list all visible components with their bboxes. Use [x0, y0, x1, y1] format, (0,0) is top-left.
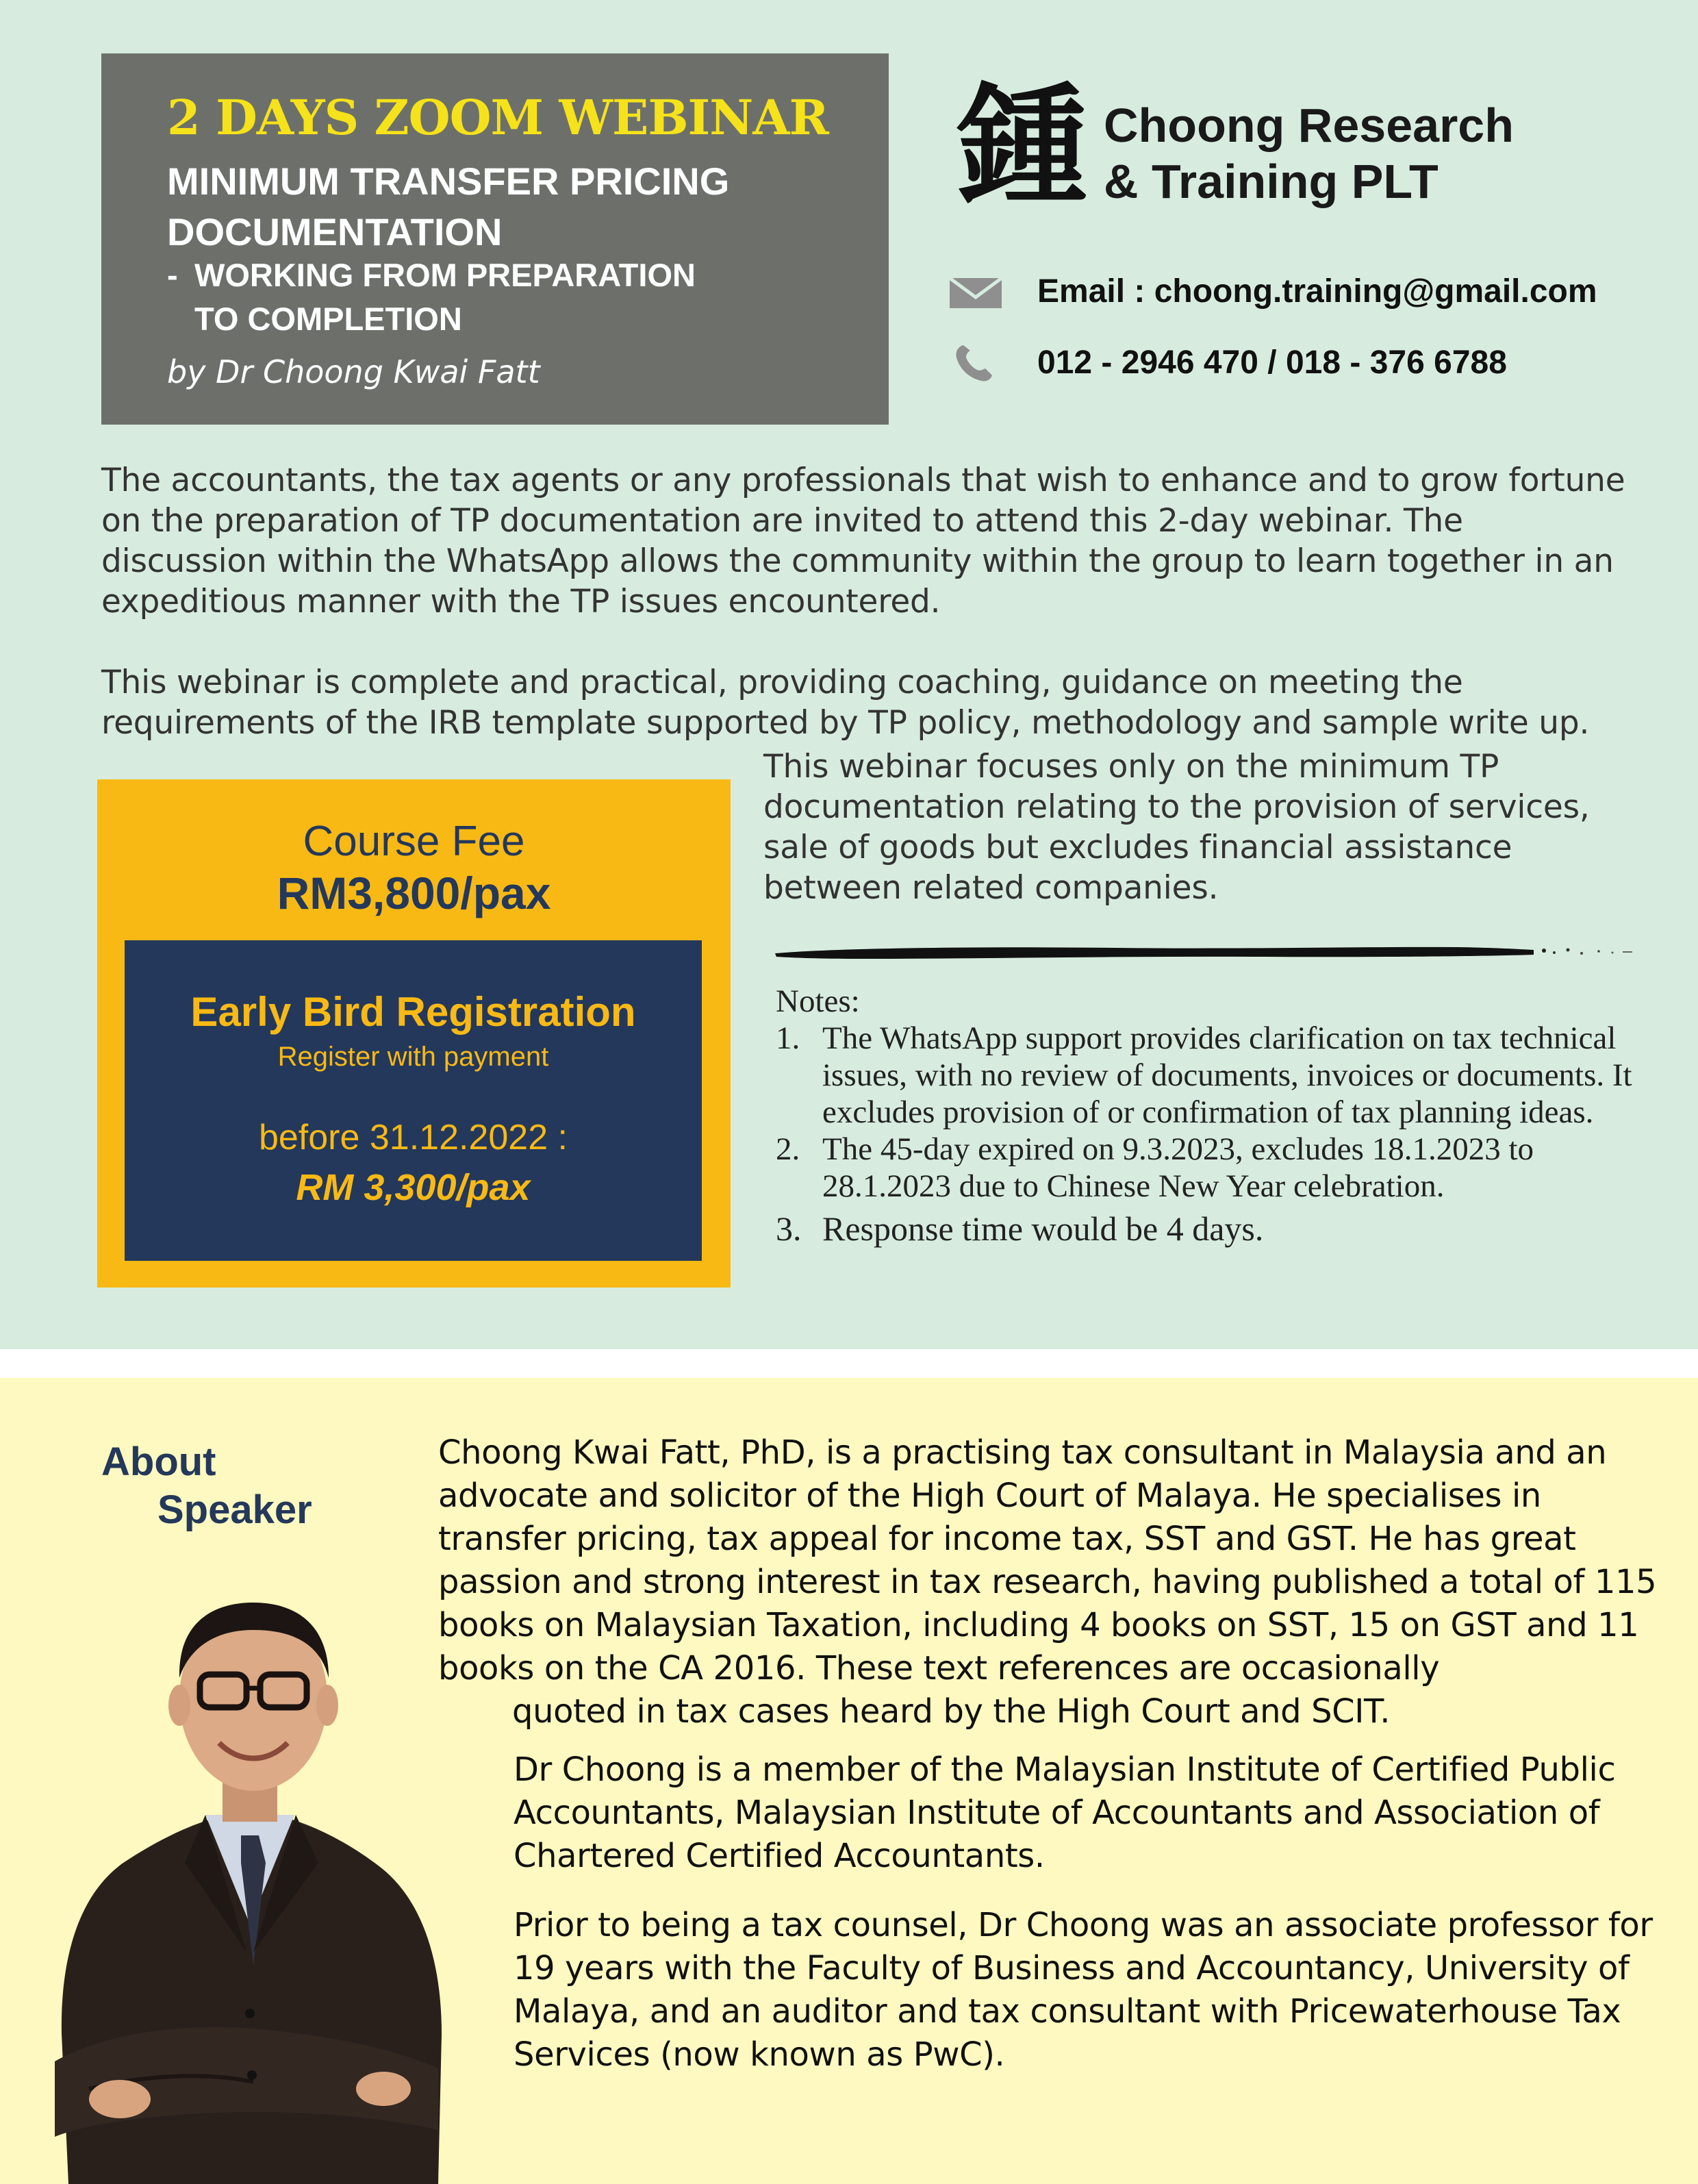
course-fee-box	[97, 779, 731, 1288]
section-divider	[0, 1349, 1698, 1378]
notes-item	[776, 1020, 1652, 1131]
notes-item-text: The WhatsApp support provides clarification on tax technical issues, with no review of documents, invoices or documents. It excludes provision of or confirmation of tax planning ideas.	[822, 1020, 1632, 1130]
speaker-photo	[48, 1541, 445, 2184]
notes-item-text: Response time would be 4 days.	[822, 1209, 1264, 1248]
notes-list	[776, 1020, 1652, 1247]
company-name-line-2: & Training PLT	[1104, 155, 1439, 208]
early-bird-subtitle: Register with payment	[277, 1042, 549, 1072]
intro-paragraph-1: The accountants, the tax agents or any professionals that wish to enhance and to grow fortune on the preparation of TP documentation are invited to attend this 2-day webinar. The discussion within the WhatsApp allows the community within the group to learn together in an expeditious manner with the TP issues encountered.	[101, 462, 1625, 620]
early-bird-box	[125, 940, 702, 1261]
company-name-line-1: Choong Research	[1104, 99, 1514, 152]
speaker-bio-1-tail: quoted in tax cases heard by the High Court and SCIT.	[512, 1692, 1391, 1731]
speaker-bio-paragraph-3: Prior to being a tax counsel, Dr Choong was an associate professor for 19 years with the Faculty of Business and Accountancy, University of Malaya, and an auditor and tax consultant with Pricewaterhouse Tax Services (now known as PwC).	[514, 1906, 1653, 2074]
phone-icon	[948, 342, 1003, 384]
early-bird-deadline: before 31.12.2022 :	[258, 1118, 568, 1157]
intro-paragraph-3: This webinar focuses only on the minimum TP documentation relating to the provision of services, sale of goods but excludes financial assistance between related companies.	[763, 748, 1590, 907]
notes-item-text: The 45-day expired on 9.3.2023, excludes 18.1.2023 to 28.1.2023 due to Chinese New Year celebration.	[822, 1131, 1534, 1204]
banner-title: MINIMUM TRANSFER PRICING DOCUMENTATION	[167, 160, 730, 253]
speaker-bio-paragraph-2: Dr Choong is a member of the Malaysian Institute of Certified Public Accountants, Malaysian Institute of Accountants and Association of Chartered Certified Accountants.	[514, 1750, 1616, 1875]
course-fee-amount: RM3,800/pax	[277, 868, 551, 918]
webinar-banner	[101, 53, 889, 425]
email-link[interactable]: Email : choong.training@gmail.com	[1037, 273, 1597, 310]
phone-numbers[interactable]: 012 - 2946 470 / 018 - 376 6788	[1037, 344, 1507, 381]
brush-stroke-divider	[774, 938, 1636, 966]
banner-kicker: 2 DAYS ZOOM WEBINAR	[167, 89, 828, 146]
subtitle-line-2: TO COMPLETION	[194, 301, 462, 337]
subtitle-dash: -	[167, 257, 178, 293]
speaker-bio-paragraph-1	[438, 1431, 1677, 1733]
notes-item-number: 1.	[776, 1020, 800, 1056]
intro-paragraph-2: This webinar is complete and practical, providing coaching, guidance on meeting the requirements of the IRB template supported by TP policy, methodology and sample write up.	[101, 664, 1590, 742]
notes-item-number: 3.	[776, 1209, 802, 1248]
company-logo-glyph: 鍾	[957, 69, 1088, 222]
early-bird-title: Early Bird Registration	[190, 989, 636, 1035]
notes-heading: Notes:	[776, 983, 860, 1019]
about-speaker-heading	[101, 1438, 312, 1534]
speaker-bio-1-main: Choong Kwai Fatt, PhD, is a practising tax consultant in Malaysia and an advocate and solicitor of the High Court of Malaya. He specialises in transfer pricing, tax appeal for income tax, SST and GST. He has great passion and strong interest in tax research, having published a total of 115 books on Malaysian Taxation, including 4 books on SST, 15 on GST and 11 books on the CA 2016. These text references are occasionally	[438, 1433, 1657, 1687]
notes-item	[776, 1210, 1652, 1247]
notes-item-number: 2.	[776, 1131, 800, 1167]
banner-subtitle	[167, 253, 852, 341]
course-fee-label: Course Fee	[303, 818, 525, 865]
early-bird-price: RM 3,300/pax	[296, 1167, 531, 1208]
notes-item	[776, 1131, 1652, 1205]
envelope-icon	[948, 271, 1003, 312]
banner-author: by Dr Choong Kwai Fatt	[167, 353, 540, 390]
about-heading-line-2: Speaker	[157, 1488, 312, 1532]
notes-section	[776, 983, 1652, 1247]
company-name	[1104, 97, 1651, 210]
about-heading-line-1: About	[101, 1440, 216, 1484]
subtitle-line-1: WORKING FROM PREPARATION	[194, 257, 696, 293]
